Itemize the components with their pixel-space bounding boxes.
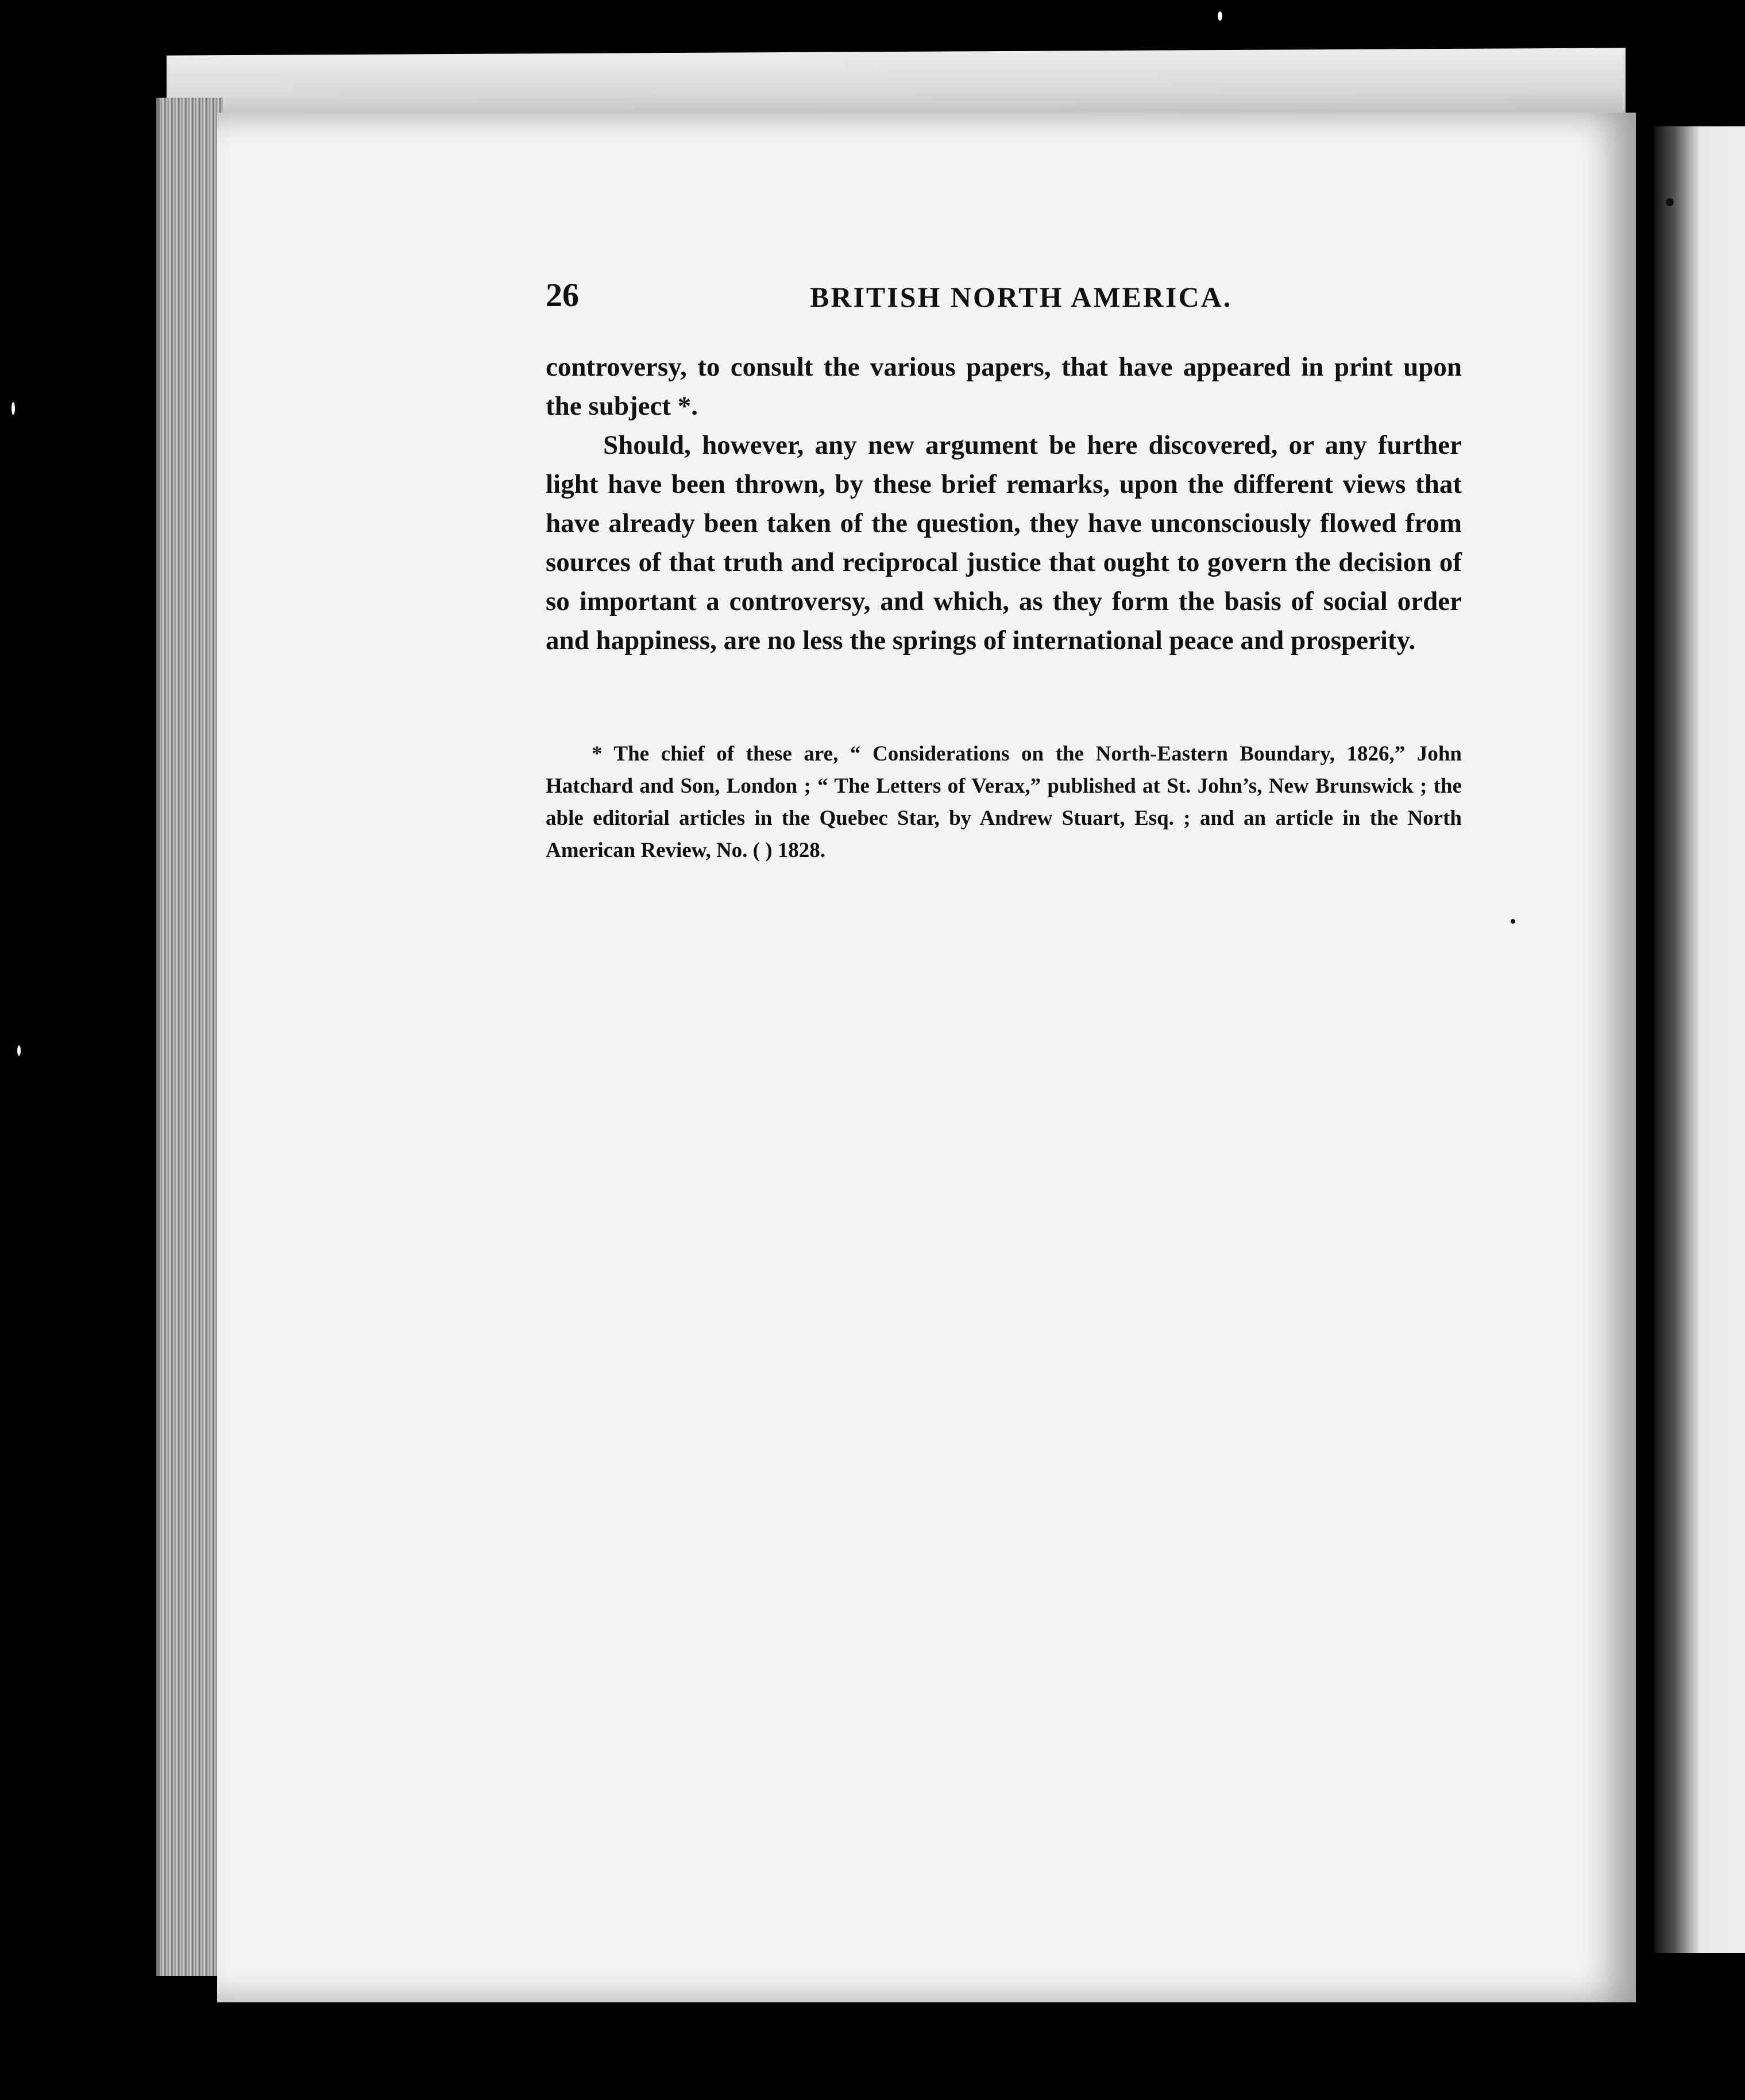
paragraph-2: Should, however, any new argument be here discovered, or any further light have been thrown, by these brief remarks, upon the different views that have already been taken of the question, they have unconsciously flowed from sources of that truth and reciprocal justice that ought to govern the decision of so important a controversy, and which, as they form the basis of social order and happiness, are no less the springs of international peace and prosperity.	[546, 430, 1462, 655]
footnote: * The chief of these are, “ Considerations on the North-Eastern Boundary, 1826,” John Hatchard and Son, London ; “ The Letters of Verax,” published at St. John’s, New Brunswick ; the able editorial articles in the Quebec Star, by Andrew Stuart, Esq. ; and an article in the North American Review, No. ( ) 1828.	[546, 742, 1462, 862]
page-header	[546, 276, 1465, 327]
dust-speck	[11, 402, 15, 415]
page-number: 26	[546, 276, 579, 314]
book-page-edges	[156, 98, 223, 1976]
paragraph-1: controversy, to consult the various papers, that have appeared in print upon the subject *.	[546, 352, 1462, 421]
dust-speck	[1511, 919, 1515, 924]
main-text	[546, 348, 1462, 660]
running-head: BRITISH NORTH AMERICA.	[810, 281, 1233, 313]
facing-page-edge	[1654, 126, 1745, 1953]
dust-speck	[1666, 198, 1674, 206]
dust-speck	[1218, 11, 1222, 21]
dust-speck	[17, 1045, 21, 1056]
